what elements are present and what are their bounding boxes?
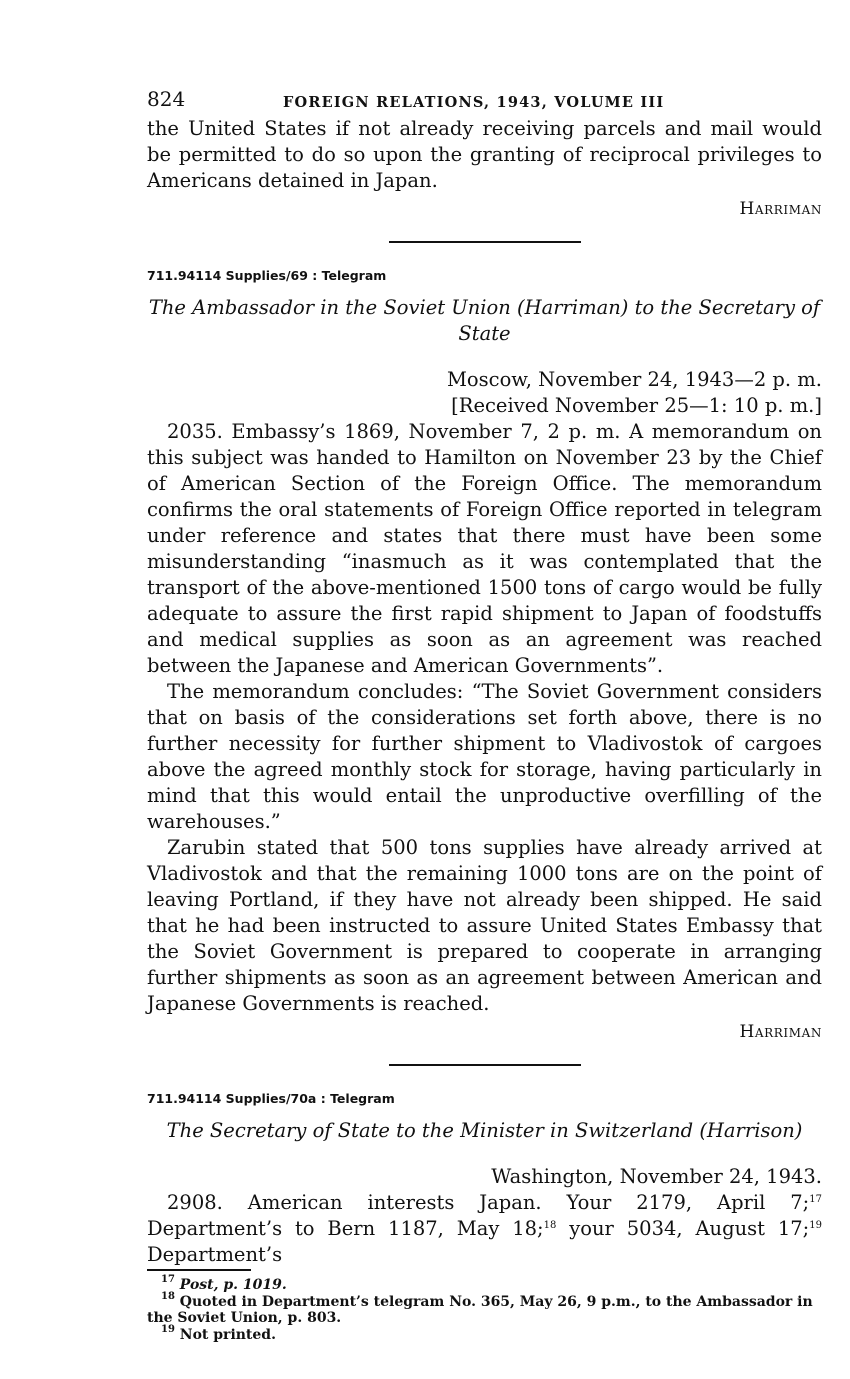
document-reference: 711.94114 Supplies/70a : Telegram (147, 1091, 395, 1106)
section-divider (389, 241, 581, 243)
dateline: Moscow, November 24, 1943—2 p. m. (446, 368, 822, 391)
signature: Harriman (739, 1022, 822, 1042)
footnote-marker: 18 (543, 1220, 557, 1231)
footnote (147, 1323, 822, 1344)
received-line: [Received November 25—1: 10 p. m.] (451, 394, 822, 417)
footnote-marker: 19 (809, 1220, 822, 1231)
footnote-text: Quoted in Department’s telegram No. 365, May 26, 9 p.m., to the Ambassador in the Soviet Union, p. 803. (147, 1293, 813, 1326)
footnote-rule (147, 1269, 251, 1271)
body-paragraph: The memorandum concludes: “The Soviet Government considers that on basis of the considerations set forth above, there is no further necessity for further shipment to Vladivostok of cargoes above the agreed monthly stock for storage, having particularly in mind that this would entail the unproductive overfilling of the warehouses.” (147, 680, 822, 833)
footnote-marker: 17 (809, 1194, 822, 1205)
footnote-number: 17 (161, 1274, 175, 1285)
body-paragraph (147, 1190, 822, 1268)
text-segment: Department’s to Bern 1187, May 18; (147, 1217, 544, 1240)
section-divider (389, 1064, 581, 1066)
footnote-text: Post, p. 1019. (179, 1277, 287, 1293)
continuation-paragraph: the United States if not already receiving parcels and mail would be permitted to do so upon the granting of reciprocal privileges to Americans detained in Japan. (147, 117, 822, 192)
footnote (147, 1274, 822, 1294)
document-title: The Ambassador in the Soviet Union (Harriman) to the Secretary of State (148, 296, 821, 345)
footnote-number: 19 (161, 1323, 175, 1335)
footnotes (147, 1274, 822, 1343)
text-segment: your 5034, August 17; (556, 1217, 810, 1240)
document-reference: 711.94114 Supplies/69 : Telegram (147, 268, 387, 283)
running-title: FOREIGN RELATIONS, 1943, VOLUME III (283, 94, 665, 111)
page-number: 824 (147, 87, 186, 111)
body-paragraph: 2035. Embassy’s 1869, November 7, 2 p. m. A memorandum on this subject was handed to Hamilton on November 23 by the Chief of American Section of the Foreign Office. The memorandum confirms the oral statements of Foreign Office reported in telegram under reference and states that there must have been some misunderstanding “inasmuch as it was contemplated that the transport of the above-mentioned 1500 tons of cargo would be fully adequate to assure the first rapid shipment to Japan of foodstuffs and medical supplies as soon as an agreement was reached between the Japanese and American Governments”. (147, 420, 822, 677)
footnote (147, 1290, 822, 1327)
body-paragraph: Zarubin stated that 500 tons supplies have already arrived at Vladivostok and that the remaining 1000 tons are on the point of leaving Portland, if they have not already been shipped. He said that he had been instructed to assure United States Embassy that the Soviet Government is prepared to cooperate in arranging further shipments as soon as an agreement between American and Japanese Governments is reached. (147, 836, 822, 1015)
footnote-number: 18 (161, 1290, 175, 1302)
text-segment: Department’s (147, 1243, 283, 1266)
page-header (147, 86, 822, 116)
document-title: The Secretary of State to the Minister in Switzerland (Harrison) (166, 1119, 803, 1142)
document-page (147, 86, 822, 1343)
dateline: Washington, November 24, 1943. (491, 1165, 822, 1188)
text-segment: 2908. American interests Japan. Your 2179, April 7; (167, 1191, 810, 1214)
footnote-text: Not printed. (179, 1326, 276, 1343)
signature: Harriman (739, 199, 822, 219)
